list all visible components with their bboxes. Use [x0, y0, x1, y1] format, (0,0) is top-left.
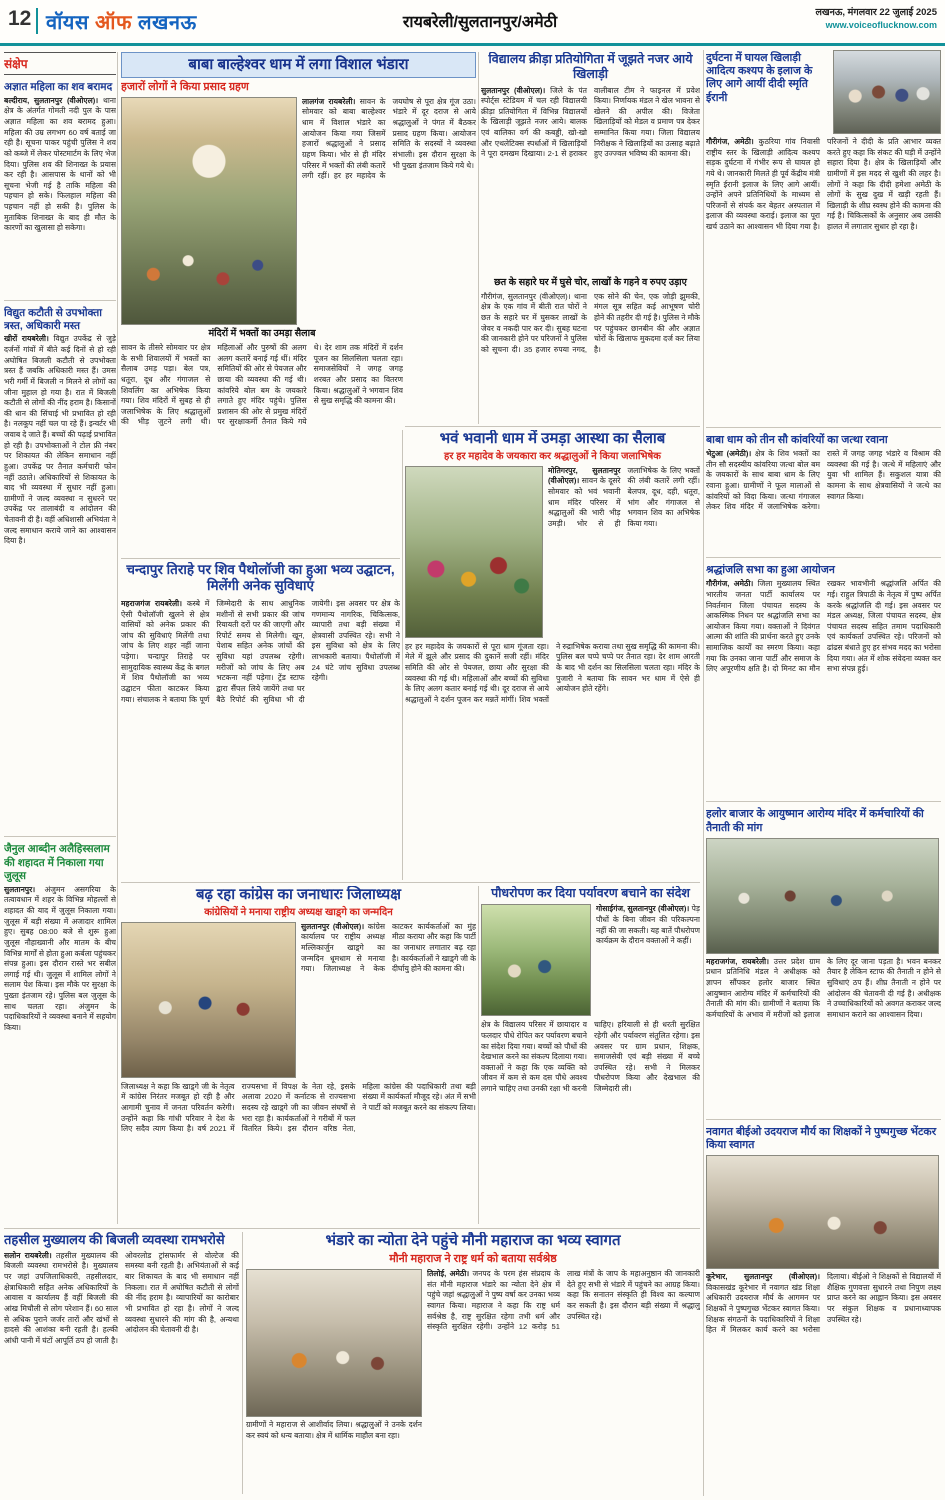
edition-region: रायबरेली/सुलतानपुर/अमेठी: [402, 14, 558, 31]
article-body: थाना क्षेत्र के अंतर्गत गोमती नदी पुल के पास अज्ञात महिला का शव बरामद हुआ। महिला की उम्र लगभग 60 वर्ष बताई जा रही है। सूचना पाकर पहुंची पुलिस ने शव को कब्जे में लेकर पोस्टमार्टम के लिए भेज दिया। पुलिस शव की शिनाख्त के प्रयास कर रही है। आसपास के थानों को भी सूचना भेजी गई है ताकि महिला की पहचान हो सके। फिलहाल महिला की पहचान नहीं हो सकी है। पुलिस के मुताबिक शिनाख्त के बाद ही मौत के कारणों का खुलासा हो सकेगा।: [4, 95, 116, 233]
article-kanwar: [706, 432, 941, 553]
dateline: गौरीगंज, अमेठी।: [706, 579, 754, 589]
article-body-block: [4, 1251, 239, 1473]
brief-body: [4, 885, 116, 1205]
article-body: जिले के पंत स्पोर्ट्स स्टेडियम में चल रही विद्यालयी क्रीड़ा प्रतियोगिता में विभिन्न विद्यालयों के खिलाड़ी जूझते नजर आये। बालक एवं बालिका वर्ग की कबड्डी, खो-खो और एथलेटिक्स स्पर्धाओं में खिलाड़ियों ने पूरा दमखम दिखाया। 2-1 से हराकर वालीबाल टीम ने फाइनल में प्रवेश किया। निर्णायक मंडल ने खेल भावना से खेलने की अपील की। विजेता खिलाड़ियों को मेडल व प्रमाण पत्र देकर सम्मानित किया गया। जिला विद्यालय निरीक्षक ने खिलाड़ियों का उत्साह बढ़ाते हुए उज्ज्वल भविष्य की कामना की।: [481, 85, 700, 159]
article-body: उत्तर प्रदेश ग्राम प्रधान प्रतिनिधि मंडल ने अधीक्षक को ज्ञापन सौंपकर हलोर बाजार स्थित आयुष्मान आरोग्य मंदिर में कर्मचारियों की तैनाती की मांग की। ग्रामीणों ने बताया कि कर्मचारियों के अभाव में मरीजों को इलाज के लिए दूर जाना पड़ता है। भवन बनकर तैयार है लेकिन स्टाफ की तैनाती न होने से सुविधाएं ठप हैं। शीघ्र तैनाती न होने पर आंदोलन की चेतावनी दी गई है। अधीक्षक ने उच्चाधिकारियों को अवगत कराकर जल्द समाधान कराने का आश्वासन दिया।: [706, 956, 941, 1019]
article-body: अंजुमन असगरिया के तत्वावधान में शहर के विभिन्न मोहल्लों से शहादत की याद में जुलूस निकाला गया। जुलूस में बड़ी संख्या में अजादार शामिल हुए। सुबह 08:00 बजे से शुरू हुआ जुलूस नौहाख्वानी और मातम के बीच विभिन्न मार्गों से होता हुआ कर्बला पहुंचकर संपन्न हुआ। इस दौरान रास्ते भर सबील लगाई गई थी। जुलूस में शामिल लोगों ने सलाम पेश किया। इस मौके पर सुरक्षा के पुख्ता इंतजाम रहे। पुलिस बल जुलूस के साथ चलता रहा। अंजुमन के पदाधिकारियों ने व्यवस्था बनाने में सहयोग किया।: [4, 884, 116, 1032]
article-body-block: [481, 86, 700, 274]
article-body: गौरीगंज, सुलतानपुर (वीओएल)। थाना क्षेत्र के एक गांव में बीती रात चोरों ने छत के सहारे घर में घुसकर लाखों के जेवर व नकदी पार कर दी। सुबह घटना की जानकारी होने पर परिजनों ने पुलिस को सूचना दी। 35 हजार रुपया नगद, एक सोने की चेन, एक जोड़ी झुमकी, मंगल सूत्र सहित कई आभूषण चोरी होने की तहरीर दी गई है। पुलिस ने मौके पर पहुंचकर छानबीन की और अज्ञात चोरों के खिलाफ मुकदमा दर्ज कर लिया है।: [481, 291, 700, 354]
article-subhead: हर हर महादेव के जयकारा कर श्रद्धालुओं ने किया जलाभिषेक: [444, 451, 661, 463]
dateline: महराजगंज रायबरेली।: [121, 598, 182, 608]
masthead-word-3: लखनऊ: [137, 12, 197, 34]
smriti-photo: [833, 50, 941, 134]
article-bhavani: [405, 430, 700, 880]
column-rule: [478, 52, 479, 424]
section-rule: [121, 882, 700, 883]
article-krida: [481, 52, 700, 424]
dateline: सलोन रायबरेली।: [4, 1250, 52, 1260]
article-body-block: [706, 449, 941, 553]
article-subhead: मौनी महाराज ने राष्ट्र धर्म को बताया सर्वश्रेष्ठ: [389, 1253, 557, 1266]
article-body-block: [121, 599, 400, 867]
article-body-block: [706, 137, 941, 423]
dateline: मोतिगरपुर, सुलतानपुर (वीओएल)।: [548, 465, 621, 486]
dateline: लालगंज रायबरेली।: [302, 96, 356, 106]
halor-photo: [706, 838, 939, 954]
brief-section-label: संक्षेप: [4, 52, 116, 75]
article-body-block: [706, 1272, 941, 1404]
page-number: 12: [8, 7, 32, 30]
dateline: गौरीगंज, अमेठी।: [706, 137, 754, 146]
brief-headline: अज्ञात महिला का शव बरामद: [4, 81, 113, 93]
brief-headline: जैनुल आब्दीन अलैहिस्सलाम की शहादत में निकाला गया जुलूस: [4, 843, 110, 882]
column-rule: [703, 50, 704, 1496]
divider: [4, 836, 116, 837]
mauni-photo-stack: [246, 1269, 422, 1479]
article-headline: पौधरोपण कर दिया पर्यावरण बचाने का संदेश: [491, 886, 690, 900]
article-body: सावन के सोमवार को बाबा बाल्हेश्वर धाम में विशाल भंडारे का आयोजन किया गया जिसमें हजारों श्रद्धालुओं ने प्रसाद ग्रहण किया। भोर से ही मंदिर परिसर में भक्तों की लंबी कतारें लगी रहीं। हर हर महादेव के जयघोष से पूरा क्षेत्र गूंज उठा। भंडारे में दूर दराज से आये श्रद्धालुओं ने पंगत में बैठकर प्रसाद ग्रहण किया। आयोजन समिति के सदस्यों ने व्यवस्था संभाली। इस दौरान सुरक्षा के भी पुख्ता इंतजाम किये गये थे।: [302, 96, 476, 181]
divider: [706, 557, 941, 558]
edition-date: लखनऊ, मंगलवार 22 जुलाई 2025: [815, 7, 937, 18]
dateline: महराजगंज, रायबरेली।: [706, 956, 769, 966]
brief-body: [4, 96, 116, 296]
article-body: विकासखंड कूरेभार में नवागत खंड शिक्षा अधिकारी उदयराज मौर्य के आगमन पर शिक्षकों ने पुष्पगुच्छ भेंटकर स्वागत किया। शिक्षक संगठनों के पदाधिकारियों ने शिक्षा हित में मिलकर कार्य करने का भरोसा दिलाया। बीईओ ने शिक्षकों से विद्यालयों में शैक्षिक गुणवत्ता सुधारने तथा निपुण लक्ष्य प्राप्त करने का आह्वान किया। इस अवसर पर संकुल शिक्षक व प्रधानाध्यापक उपस्थित रहे।: [706, 1272, 941, 1335]
dateline: कूरेभार, सुलतानपुर (वीओएल)।: [706, 1272, 820, 1282]
article-headline: बढ़ रहा कांग्रेस का जनाधारः जिलाध्यक्ष: [195, 886, 402, 903]
lead-subhead: हजारों लोगों ने किया प्रसाद ग्रहण: [121, 81, 249, 93]
article-headline: श्रद्धांजलि सभा का हुआ आयोजन: [706, 564, 835, 577]
divider: [4, 300, 116, 301]
masthead-divider: [36, 8, 38, 34]
lead-headline: बाबा बाल्हेश्वर धाम में लगा विशाल भंडारा: [121, 52, 476, 78]
header-right: [815, 6, 937, 32]
article-headline: नवागत बीईओ उदयराज मौर्य का शिक्षकों ने पुष्पगुच्छ भेंटकर किया स्वागत: [706, 1125, 937, 1151]
divider: [706, 801, 941, 802]
article-headline: बाबा धाम को तीन सौ कांवरियों का जत्था रवाना: [706, 434, 888, 446]
brief-article-1: [4, 79, 116, 296]
website-link[interactable]: www.voiceoflucknow.com: [825, 20, 937, 31]
article-smriti: [706, 50, 941, 423]
article-body: सावन के तीसरे सोमवार पर क्षेत्र के सभी शिवालयों में भक्तों का सैलाब उमड़ पड़ा। बेल पत्र, धतूरा, दूध और गंगाजल से शिवलिंग का अभिषेक किया गया। शिव मंदिरों में सुबह से ही जलाभिषेक के लिए श्रद्धालुओं की भीड़ जुटने लगी थी। महिलाओं और पुरुषों की अलग अलग कतारें बनाई गई थीं। मंदिर समितियों की ओर से पेयजल और छाया की व्यवस्था की गई थी। कांवरिये बोल बम के जयकारे लगाते हुए मंदिर पहुंचे। पुलिस प्रशासन की ओर से प्रमुख मंदिरों पर सुरक्षाकर्मी तैनात किये गये थे। देर शाम तक मंदिरों में दर्शन पूजन का सिलसिला चलता रहा। समाजसेवियों ने जगह जगह शरबत और प्रसाद का वितरण किया। श्रद्धालुओं ने भगवान शिव से सुख समृद्धि की कामना की।: [121, 343, 403, 427]
article-shraddhanjali: [706, 562, 941, 797]
dateline: खीरों रायबरेली।: [4, 334, 49, 344]
article-body: क्षेत्र के विद्यालय परिसर में छायादार व फलदार पौधे रोपित कर पर्यावरण बचाने का संदेश दिया गया। बच्चों को पौधों की देखभाल करने का संकल्प दिलाया गया। वक्ताओं ने कहा कि एक व्यक्ति को जीवन में कम से कम दस पौधे अवश्य लगाने चाहिए तथा उनकी रक्षा भी करनी चाहिए। हरियाली से ही धरती सुरक्षित रहेगी और पर्यावरण संतुलित रहेगा। इस अवसर पर ग्राम प्रधान, शिक्षक, समाजसेवी एवं बड़ी संख्या में बच्चे उपस्थित रहे। सभी ने मिलकर पौधरोपण किया और देखभाल की जिम्मेदारी ली।: [481, 1020, 700, 1093]
right-column: [706, 50, 941, 1496]
article-body: कस्बे में ऐसी पैथोलॉजी खुलने से क्षेत्र वासियों को अनेक प्रकार की जांच की सुविधाएं मिलेंगी तथा जांच के लिए शहर नहीं जाना पड़ेगा। चन्दापुर तिराहे पर सामुदायिक स्वास्थ्य केंद्र के बगल में शिव पैथोलॉजी का भव्य उद्घाटन फीता काटकर किया गया। संचालक ने बताया कि पूर्ण जिम्मेदारी के साथ आधुनिक मशीनों से सभी प्रकार की जांच रियायती दरों पर की जाएगी और रिपोर्ट समय से मिलेगी। खून, पेशाब सहित अनेक जांचों की सुविधा यहां उपलब्ध रहेगी। मरीजों को जांच के लिए अब भटकना नहीं पड़ेगा। ट्रेंड स्टाफ द्वारा सैंपल लिये जायेंगे तथा घर बैठे रिपोर्ट की सुविधा भी दी जायेगी। इस अवसर पर क्षेत्र के गणमान्य नागरिक, चिकित्सक, व्यापारी तथा बड़ी संख्या में क्षेत्रवासी उपस्थित रहे। सभी ने इस सुविधा को क्षेत्र के लिए लाभकारी बताया। पैथोलॉजी में 24 घंटे जांच सुविधा उपलब्ध रहेगी।: [121, 598, 400, 704]
article-body: पेड़ पौधों के बिना जीवन की परिकल्पना नहीं की जा सकती। यह बातें पौधरोपण कार्यक्रम के दौरान वक्ताओं ने कहीं।: [596, 904, 700, 946]
dateline: भेटुआ (अमेठी)।: [706, 449, 752, 459]
article-body: कुठरिया गांव निवासी राष्ट्रीय स्तर के खिलाड़ी आदित्य कश्यप सड़क दुर्घटना में गंभीर रूप से घायल हो गये थे। जानकारी मिलते ही पूर्व केंद्रीय मंत्री स्मृति ईरानी इलाज के लिए आगे आयीं। उन्होंने अपने प्रतिनिधियों के माध्यम से परिजनों से संपर्क कर बेहतर अस्पताल में इलाज की व्यवस्था कराई। इलाज का पूरा खर्च उठाने का आश्वासन भी दिया गया है। परिजनों ने दीदी के प्रति आभार व्यक्त करते हुए कहा कि संकट की घड़ी में उन्होंने सहारा दिया है। क्षेत्र के खिलाड़ियों और ग्रामीणों में इस मदद से खुशी की लहर है। लोगों ने कहा कि दीदी हमेशा अमेठी के लोगों के सुख दुख में खड़ी रहती हैं। खिलाड़ी के शीघ्र स्वस्थ होने की कामना की गई है। चिकित्सकों के अनुसार अब उसकी हालत में लगातार सुधार हो रहा है।: [706, 137, 941, 231]
brief-article-2: [4, 305, 116, 833]
article-headline: दुर्घटना में घायल खिलाड़ी आदित्य कश्यप के इलाज के लिए आगे आयीं दीदी स्मृति ईरानी: [706, 52, 813, 104]
masthead-bar: [0, 0, 945, 46]
article-headline: विद्यालय क्रीड़ा प्रतियोगिता में जूझते नजर आये खिलाड़ी: [488, 52, 693, 82]
bhavani-photo: [405, 466, 543, 638]
section-rule: [121, 558, 400, 559]
article-body-block: [706, 957, 941, 1115]
divider: [706, 1119, 941, 1120]
article-bijli: [4, 1232, 239, 1494]
column-rule: [117, 52, 118, 1224]
beo-photo: [706, 1155, 939, 1269]
article-subhead: कांग्रेसियों ने मनाया राष्ट्रीय अध्यक्ष खाड़्गे का जन्मदिन: [204, 907, 393, 919]
article-body: सावन के दूसरे सोमवार को भवं भवानी धाम मंदिर परिसर में श्रद्धालुओं की भारी भीड़ उमड़ी। भोर से ही जलाभिषेक के लिए भक्तों की लंबी कतारें लगी रहीं। बेलपत्र, दूध, दही, धतूरा, भांग और गंगाजल से भगवान शिव का अभिषेक किया गया।: [548, 465, 700, 528]
article-body: कांग्रेस कार्यालय पर राष्ट्रीय अध्यक्ष मल्लिकार्जुन खाड़्गे का जन्मदिन धूमधाम से मनाया गया। जिलाध्यक्ष ने केक काटकर कार्यकर्ताओं का मुंह मीठा कराया और कहा कि पार्टी का जनाधार लगातार बढ़ रहा है। कार्यकर्ताओं ने खाड़्गे जी के दीर्घायु होने की कामना की।: [301, 921, 476, 974]
dateline: सुलतानपुर (वीओएल)।: [481, 85, 546, 95]
dateline: सुलतानपुर।: [4, 884, 36, 894]
bhandara-photo: [121, 97, 297, 325]
article-body-block: [706, 579, 941, 797]
inline-subhead: मंदिरों में भक्तों का उमड़ा सैलाब: [208, 327, 316, 339]
dateline: सुलतानपुर (वीओएल)।: [301, 921, 365, 931]
article-body: ग्रामीणों ने महाराज से आशीर्वाद लिया। श्रद्धालुओं ने उनके दर्शन कर स्वयं को धन्य बताया। क्षेत्र में धार्मिक माहौल बना रहा।: [246, 1420, 422, 1440]
masthead-word-1: वॉयस: [46, 12, 89, 34]
article-body: तहसील मुख्यालय की बिजली व्यवस्था रामभरोसे है। मुख्यालय पर जहां उपजिलाधिकारी, तहसीलदार, क्षेत्राधिकारी सहित अनेक अधिकारियों के आवास व कार्यालय हैं वहीं बिजली की आंख मिचौली से लोग परेशान हैं। 60 साल से अधिक पुराने जर्जर तारों और खंभों से हादसे की आशंका बनी रहती है। हल्की आंधी पानी में घंटों आपूर्ति ठप हो जाती है। ओवरलोड ट्रांसफार्मर से वोल्टेज की समस्या बनी रहती है। अभियंताओं से कई बार शिकायत के बाद भी समाधान नहीं निकला। रात में अघोषित कटौती से लोगों की नींद हराम है। व्यापारियों का कारोबार भी प्रभावित हो रहा है। लोगों ने जल्द व्यवस्था सुधारने की मांग की है, अन्यथा आंदोलन की चेतावनी दी है।: [4, 1250, 239, 1345]
article-body: जिला मुख्यालय स्थित भारतीय जनता पार्टी कार्यालय पर निवर्तमान जिला पंचायत सदस्य के आकस्मिक निधन पर श्रद्धांजलि सभा का आयोजन किया गया। वक्ताओं ने दिवंगत आत्मा की शांति की प्रार्थना करते हुए उनके सामाजिक कार्यों का स्मरण किया। कहा गया कि उनका जाना पार्टी और समाज के लिए अपूरणीय क्षति है। दो मिनट का मौन रखकर भावभीनी श्रद्धांजलि अर्पित की गई। राहुल त्रिपाठी के नेतृत्व में पुष्प अर्पित करके श्रद्धांजलि दी गई। इस अवसर पर मंडल अध्यक्ष, जिला पंचायत सदस्य, क्षेत्र पंचायत सदस्य सहित तमाम पदाधिकारी एवं कार्यकर्ता उपस्थित रहे। परिजनों को ढांढस बंधाते हुए हर संभव मदद का भरोसा दिया गया। अंत में शोक संवेदना व्यक्त कर सभा संपन्न हुई।: [706, 579, 941, 674]
plantation-photo: [481, 904, 591, 1016]
brief-body: [4, 334, 116, 832]
article-body: विद्युत उपकेंद्र से जुड़े दर्जनों गांवों में बीते कई दिनों से हो रही अघोषित बिजली कटौती से उपभोक्ता त्रस्त हैं जबकि अधिकारी मस्त हैं। उमस भरी गर्मी में बिजली न मिलने से लोगों का जीना मुहाल हो गया है। रात में बिजली कटौती से लोगों की नींद हराम है। किसानों की धान की सिंचाई भी प्रभावित हो रही है। नलकूप नहीं चल पा रहे हैं। इन्वर्टर भी जवाब दे जाते हैं। बच्चों की पढ़ाई प्रभावित हो रही है। उपभोक्ताओं ने टोल फ्री नंबर पर शिकायत की लेकिन समाधान नहीं हुआ। उपकेंद्र पर तैनात कर्मचारी फोन नहीं उठाते। अधिकारियों से शिकायत के बाद भी व्यवस्था में सुधार नहीं हुआ। ग्रामीणों ने जल्द व्यवस्था न सुधरने पर उपकेंद्र पर तालाबंदी व आंदोलन की चेतावनी दी है। वहीं अधिशासी अभियंता ने जल्द समाधान कराये जाने का आश्वासन दिया है।: [4, 334, 116, 546]
dateline: तिलोई, अमेठी।: [427, 1269, 470, 1279]
article-body: जनपद के परम हंस संप्रदाय के संत मौनी महाराज भंडारे का न्योता देने क्षेत्र में पहुंचे जहां श्रद्धालुओं ने पुष्प वर्षा कर उनका भव्य स्वागत किया। महाराज ने कहा कि राष्ट्र धर्म सर्वश्रेष्ठ है, राष्ट्र सुरक्षित रहेगा तभी धर्म और संस्कृति सुरक्षित रहेगी। उन्होंने 12 करोड़ 51 लाख मंत्रों के जाप के महाअनुष्ठान की जानकारी देते हुए सभी से भंडारे में पहुंचने का आग्रह किया। कहा कि सनातन संस्कृति ही विश्व का कल्याण कर सकती है। इस दौरान बड़ी संख्या में श्रद्धालु उपस्थित रहे।: [427, 1269, 700, 1332]
masthead-word-2: ऑफ: [94, 12, 132, 34]
article-mauni: [246, 1232, 700, 1494]
article-body-block: [301, 922, 476, 1078]
article-body-block: [548, 466, 700, 638]
newspaper-title: [46, 8, 197, 35]
mauni-photo: [246, 1269, 422, 1417]
article-headline: तहसील मुख्यालय की बिजली व्यवस्था रामभरोसे: [4, 1232, 225, 1247]
article-headline: भवं भवानी धाम में उमड़ा आस्था का सैलाब: [439, 430, 666, 447]
article-headline: चन्दापुर तिराहे पर शिव पैथोलॉजी का हुआ भव्य उद्घाटन, मिलेंगी अनेक सुविधाएं: [126, 562, 395, 594]
brief-article-3: [4, 841, 116, 1204]
article-halor: [706, 806, 941, 1114]
article-headline: भंडारे का न्योता देने पहुंचे मौनी महाराज का भव्य स्वागत: [325, 1232, 621, 1249]
article-pathology: [121, 562, 400, 880]
dateline: बल्दीराय, सुलतानपुर (वीओएल)।: [4, 95, 99, 105]
brief-headline: विद्युत कटौती से उपभोक्ता त्रस्त, अधिकारी मस्त: [4, 306, 102, 332]
article-paudharopan: [481, 886, 700, 1224]
divider: [706, 427, 941, 428]
congress-photo: [121, 922, 296, 1078]
article-body: हर हर महादेव के जयकारों से पूरा धाम गूंजता रहा। मेले में झूले और प्रसाद की दुकानें सजी रहीं। मंदिर समिति की ओर से पेयजल, छाया और सुरक्षा की व्यवस्था की गई थी। महिलाओं और बच्चों की सुविधा के लिए अलग कतार बनाई गई थी। दूर दराज से आये श्रद्धालुओं ने दर्शन पूजन कर मन्नतें मांगीं। शिव भक्तों ने रुद्राभिषेक कराया तथा सुख समृद्धि की कामना की। पुलिस बल चप्पे चप्पे पर तैनात रहा। देर शाम आरती के बाद भी दर्शन का सिलसिला चलता रहा। मंदिर के पुजारी ने बताया कि सावन भर धाम में ऐसे ही आयोजन होते रहेंगे।: [405, 641, 700, 704]
article-body: जिलाध्यक्ष ने कहा कि खाड़्गे जी के नेतृत्व में कांग्रेस निरंतर मजबूत हो रही है और आगामी चुनाव में जनता परिवर्तन करेगी। उन्होंने कहा कि गांधी परिवार ने देश के लिए सदैव त्याग किया है। वर्ष 2021 में राज्यसभा में विपक्ष के नेता रहे, इसके अलावा 2020 में कर्नाटक से राज्यसभा सदस्य रहे खाड़्गे जी का जीवन संघर्षों से भरा रहा है। कार्यकर्ताओं ने गरीबों में फल वितरित किये। इस दौरान वरिष्ठ नेता, महिला कांग्रेस की पदाधिकारी तथा बड़ी संख्या में कार्यकर्ता मौजूद रहे। अंत में सभी ने पार्टी को मजबूत करने का संकल्प लिया।: [121, 1081, 476, 1134]
inline-subhead: छत के सहारे घर में घुसे चोर, लाखों के गहने व रुपए उड़ाए: [494, 276, 687, 288]
column-rule: [478, 886, 479, 1224]
section-rule: [4, 1228, 700, 1229]
article-body-block: [596, 904, 700, 1016]
article-body-block: [302, 97, 476, 325]
article-beo: [706, 1124, 941, 1404]
article-body-block: [427, 1269, 700, 1479]
dateline: गोसाईगंज, सुलतानपुर (वीओएल)।: [596, 904, 690, 914]
article-congress: [121, 886, 476, 1224]
article-headline: हलोर बाजार के आयुष्मान आरोग्य मंदिर में कर्मचारियों की तैनाती की मांग: [706, 808, 924, 834]
column-rule: [242, 1232, 243, 1494]
brief-column: [4, 52, 116, 1224]
article-body: क्षेत्र के शिव भक्तों का तीन सौ सदस्यीय कांवरिया जत्था बोल बम के जयकारों के साथ बाबा धाम के लिए रवाना हुआ। ग्रामीणों ने फूल मालाओं से कांवरियों को विदा किया। जत्था गंगाजल लेकर शिव मंदिर में जलाभिषेक करेगा। रास्ते में जगह जगह भंडारे व विश्राम की व्यवस्था की गई है। जत्थे में महिलाएं और युवा भी शामिल हैं। सकुशल यात्रा की कामना के साथ क्षेत्रवासियों ने जत्थे का स्वागत किया।: [706, 449, 941, 512]
